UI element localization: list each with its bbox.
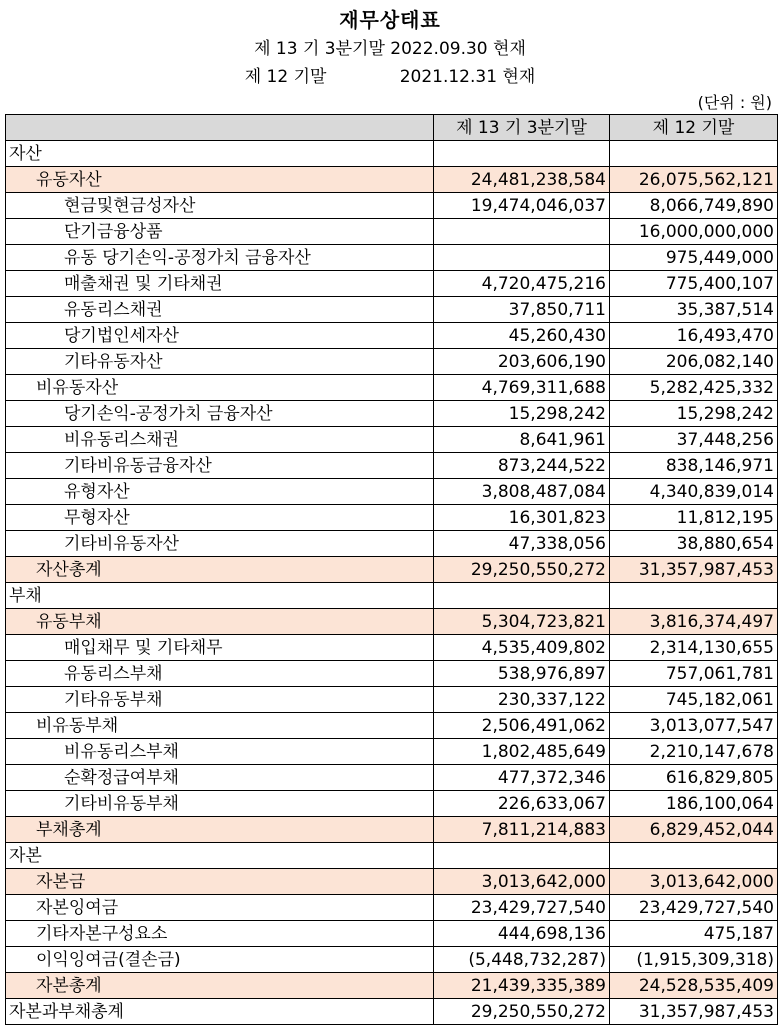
row-label: 자본금 [6, 869, 434, 895]
prior-period-value: 16,000,000,000 [610, 219, 778, 245]
table-row [6, 895, 778, 921]
current-period-value: 37,850,711 [434, 297, 610, 323]
prior-period-value: 206,082,140 [610, 349, 778, 375]
table-row [6, 921, 778, 947]
prior-period-value: 2,210,147,678 [610, 739, 778, 765]
current-period-value [434, 583, 610, 609]
row-label: 비유동리스부채 [6, 739, 434, 765]
current-period-value: 444,698,136 [434, 921, 610, 947]
table-row [6, 427, 778, 453]
table-row [6, 999, 778, 1025]
prior-period-value: 3,013,077,547 [610, 713, 778, 739]
prior-period-value: 3,013,642,000 [610, 869, 778, 895]
table-row [6, 453, 778, 479]
current-period-value: 230,337,122 [434, 687, 610, 713]
row-label: 비유동자산 [6, 375, 434, 401]
row-label: 자본 [6, 843, 434, 869]
row-label: 무형자산 [6, 505, 434, 531]
prior-period-value: 3,816,374,497 [610, 609, 778, 635]
row-label: 당기손익-공정가치 금융자산 [6, 401, 434, 427]
current-period-value: 538,976,897 [434, 661, 610, 687]
table-header-row [6, 115, 778, 141]
row-label: 자본과부채총계 [6, 999, 434, 1025]
prior-period-value: 838,146,971 [610, 453, 778, 479]
current-period-value: 3,808,487,084 [434, 479, 610, 505]
row-label: 매출채권 및 기타채권 [6, 271, 434, 297]
current-period-value: 4,769,311,688 [434, 375, 610, 401]
row-label: 이익잉여금(결손금) [6, 947, 434, 973]
current-period-value: 477,372,346 [434, 765, 610, 791]
header-label-cell [6, 115, 434, 141]
table-row [6, 791, 778, 817]
table-row [6, 817, 778, 843]
prior-period-value: 31,357,987,453 [610, 999, 778, 1025]
table-row [6, 713, 778, 739]
table-row [6, 583, 778, 609]
row-label: 유동리스채권 [6, 297, 434, 323]
current-period-value: (5,448,732,287) [434, 947, 610, 973]
table-row [6, 219, 778, 245]
current-period-value: 16,301,823 [434, 505, 610, 531]
header-current-period: 제 13 기 3분기말 [434, 115, 610, 141]
current-period-value: 5,304,723,821 [434, 609, 610, 635]
table-row [6, 167, 778, 193]
prior-period-value: 23,429,727,540 [610, 895, 778, 921]
prior-period-value: 26,075,562,121 [610, 167, 778, 193]
prior-period-value: 35,387,514 [610, 297, 778, 323]
prior-period-value: 11,812,195 [610, 505, 778, 531]
row-label: 순확정급여부채 [6, 765, 434, 791]
prior-period-value: 31,357,987,453 [610, 557, 778, 583]
current-period-value: 4,535,409,802 [434, 635, 610, 661]
table-row [6, 765, 778, 791]
current-period-value: 8,641,961 [434, 427, 610, 453]
row-label: 비유동리스채권 [6, 427, 434, 453]
prior-period-value: (1,915,309,318) [610, 947, 778, 973]
current-period-value: 15,298,242 [434, 401, 610, 427]
prior-period-value: 37,448,256 [610, 427, 778, 453]
current-period-value [434, 843, 610, 869]
balance-sheet-table [5, 114, 778, 1025]
table-row [6, 141, 778, 167]
table-row [6, 401, 778, 427]
prior-period-label: 제 12 기말 [244, 67, 327, 87]
table-row [6, 375, 778, 401]
prior-period-value: 2,314,130,655 [610, 635, 778, 661]
row-label: 기타유동부채 [6, 687, 434, 713]
table-row [6, 687, 778, 713]
current-period-value: 1,802,485,649 [434, 739, 610, 765]
row-label: 유동자산 [6, 167, 434, 193]
row-label: 기타비유동금융자산 [6, 453, 434, 479]
prior-period-value: 8,066,749,890 [610, 193, 778, 219]
prior-period-value: 15,298,242 [610, 401, 778, 427]
table-row [6, 869, 778, 895]
row-label: 매입채무 및 기타채무 [6, 635, 434, 661]
table-row [6, 661, 778, 687]
row-label: 현금및현금성자산 [6, 193, 434, 219]
prior-period-value: 775,400,107 [610, 271, 778, 297]
prior-period-value: 975,449,000 [610, 245, 778, 271]
prior-period-value [610, 843, 778, 869]
current-period-value [434, 219, 610, 245]
row-label: 자산 [6, 141, 434, 167]
current-period: 제 13 기 3분기말 2022.09.30 현재 [254, 39, 526, 59]
table-row [6, 323, 778, 349]
row-label: 유동 당기손익-공정가치 금융자산 [6, 245, 434, 271]
prior-period-value: 757,061,781 [610, 661, 778, 687]
table-row [6, 505, 778, 531]
row-label: 유동리스부채 [6, 661, 434, 687]
prior-period-date: 2021.12.31 현재 [399, 67, 536, 87]
current-period-value: 4,720,475,216 [434, 271, 610, 297]
current-period-value: 3,013,642,000 [434, 869, 610, 895]
table-row [6, 349, 778, 375]
table-row [6, 479, 778, 505]
current-period-value: 2,506,491,062 [434, 713, 610, 739]
row-label: 당기법인세자산 [6, 323, 434, 349]
row-label: 기타자본구성요소 [6, 921, 434, 947]
current-period-value: 21,439,335,389 [434, 973, 610, 999]
current-period-value [434, 141, 610, 167]
unit-note: (단위 : 원) [697, 93, 772, 112]
row-label: 단기금융상품 [6, 219, 434, 245]
row-label: 자본총계 [6, 973, 434, 999]
prior-period-value [610, 141, 778, 167]
prior-period-value: 745,182,061 [610, 687, 778, 713]
row-label: 자본잉여금 [6, 895, 434, 921]
prior-period-value: 475,187 [610, 921, 778, 947]
header-prior-period: 제 12 기말 [610, 115, 778, 141]
row-label: 유형자산 [6, 479, 434, 505]
prior-period [0, 62, 780, 87]
table-row [6, 557, 778, 583]
table-row [6, 245, 778, 271]
table-row [6, 193, 778, 219]
prior-period-value: 186,100,064 [610, 791, 778, 817]
row-label: 부채 [6, 583, 434, 609]
current-period-value: 29,250,550,272 [434, 999, 610, 1025]
prior-period-value: 616,829,805 [610, 765, 778, 791]
current-period-value [434, 245, 610, 271]
row-label: 비유동부채 [6, 713, 434, 739]
table-row [6, 739, 778, 765]
table-row [6, 843, 778, 869]
prior-period-value: 16,493,470 [610, 323, 778, 349]
table-row [6, 297, 778, 323]
row-label: 유동부채 [6, 609, 434, 635]
prior-period-value: 6,829,452,044 [610, 817, 778, 843]
row-label: 부채총계 [6, 817, 434, 843]
row-label: 기타비유동부채 [6, 791, 434, 817]
row-label: 기타유동자산 [6, 349, 434, 375]
current-period-value: 23,429,727,540 [434, 895, 610, 921]
current-period-value: 7,811,214,883 [434, 817, 610, 843]
current-period-value: 29,250,550,272 [434, 557, 610, 583]
page-title: 재무상태표 [339, 8, 441, 32]
prior-period-value: 5,282,425,332 [610, 375, 778, 401]
row-label: 자산총계 [6, 557, 434, 583]
prior-period-value [610, 583, 778, 609]
current-period-value: 47,338,056 [434, 531, 610, 557]
table-row [6, 635, 778, 661]
row-label: 기타비유동자산 [6, 531, 434, 557]
table-row [6, 609, 778, 635]
current-period-value: 226,633,067 [434, 791, 610, 817]
prior-period-value: 4,340,839,014 [610, 479, 778, 505]
current-period-value: 24,481,238,584 [434, 167, 610, 193]
table-row [6, 973, 778, 999]
current-period-value: 19,474,046,037 [434, 193, 610, 219]
current-period-value: 203,606,190 [434, 349, 610, 375]
prior-period-value: 24,528,535,409 [610, 973, 778, 999]
current-period-value: 873,244,522 [434, 453, 610, 479]
table-row [6, 271, 778, 297]
table-row [6, 531, 778, 557]
current-period-value: 45,260,430 [434, 323, 610, 349]
prior-period-value: 38,880,654 [610, 531, 778, 557]
table-row [6, 947, 778, 973]
